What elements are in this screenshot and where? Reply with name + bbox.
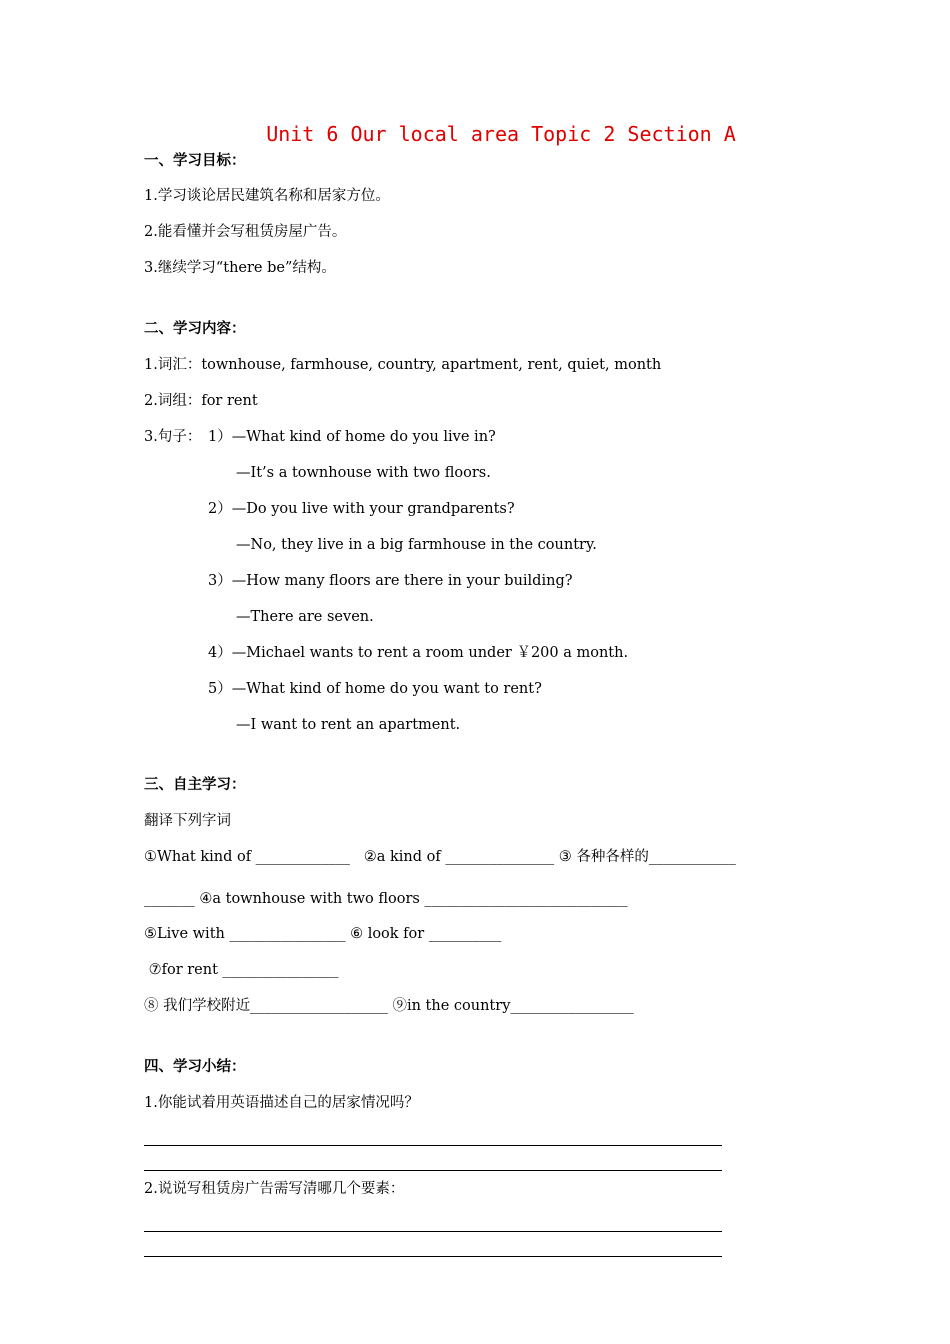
translation-instruction: 翻译下列字词 [144,813,231,829]
translation-row: ⑤Live with ________________ ⑥ look for __________ [144,926,502,942]
sentences-label: 3.句子： [144,429,202,445]
section-2-heading: 二、学习内容： [144,321,246,337]
sentence-line: —No, they live in a big farmhouse in the country. [236,537,597,553]
sentence-line: 4）—Michael wants to rent a room under ￥200 a month. [208,645,629,661]
answer-line [144,1256,722,1257]
sentence-line: 1）—What kind of home do you live in? [208,429,496,445]
sentence-line: —It’s a townhouse with two floors. [236,465,491,481]
sentence-line: 5）—What kind of home do you want to rent? [208,681,542,697]
section-1-heading: 一、学习目标： [144,153,246,169]
summary-question: 1.你能试着用英语描述自己的居家情况吗？ [144,1095,419,1111]
vocabulary-line: 1.词汇：townhouse, farmhouse, country, apartment, rent, quiet, month [144,357,662,373]
translation-row: ⑧ 我们学校附近___________________ ⑨in the country_________________ [144,998,634,1014]
answer-line [144,1170,722,1171]
answer-line [144,1231,722,1232]
sentence-line: —There are seven. [236,609,374,625]
sentence-line: —I want to rent an apartment. [236,717,461,733]
summary-question: 2.说说写租赁房广告需写清哪几个要素： [144,1181,405,1197]
objective-item: 3.继续学习“there be”结构。 [144,260,336,276]
page-title: Unit 6 Our local area Topic 2 Section A [266,122,736,146]
answer-line [144,1145,722,1146]
translation-row: ①What kind of _____________ ②a kind of _______________ ③ 各种各样的____________ [144,849,736,865]
sentence-line: 2）—Do you live with your grandparents? [208,501,515,517]
translation-row: _______ ④a townhouse with two floors ____________________________ [144,891,628,907]
objective-item: 1.学习谈论居民建筑名称和居家方位。 [144,188,390,204]
phrases-line: 2.词组：for rent [144,393,258,409]
sentence-line: 3）—How many floors are there in your building? [208,573,573,589]
section-3-heading: 三、自主学习： [144,777,246,793]
translation-row: ⑦for rent ________________ [144,962,339,978]
section-4-heading: 四、学习小结： [144,1059,246,1075]
objective-item: 2.能看懂并会写租赁房屋广告。 [144,224,347,240]
